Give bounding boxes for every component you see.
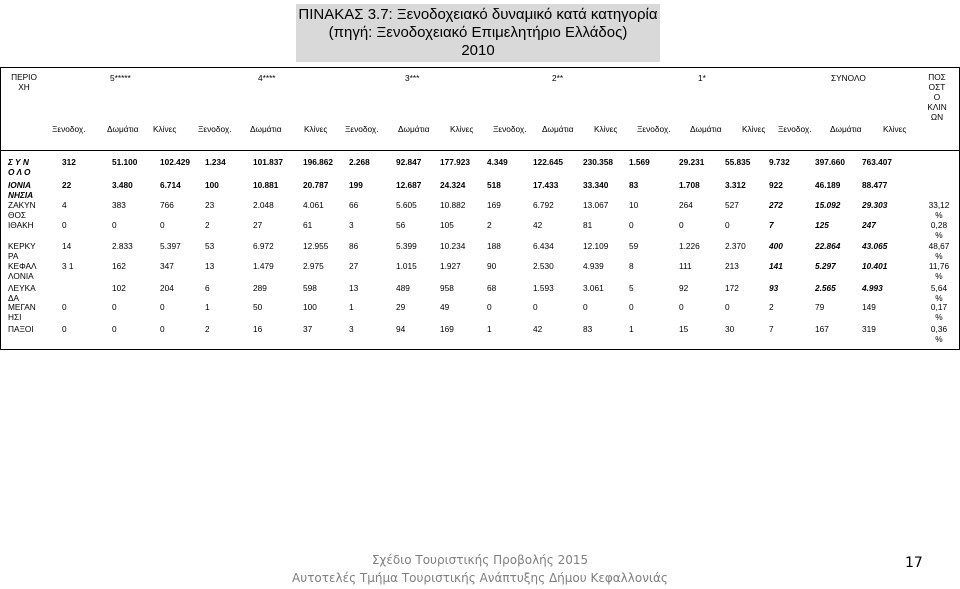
table-cell: 5.399	[396, 241, 417, 251]
table-cell: 4	[62, 200, 67, 210]
title-line-1: ΠΙΝΑΚΑΣ 3.7: Ξενοδοχειακό δυναμικό κατά κατηγορία	[298, 6, 658, 23]
table-cell: 319	[862, 324, 876, 334]
subheader-hotels: Ξενοδοχ.	[345, 124, 379, 134]
subheader-beds: Κλίνες	[883, 124, 907, 134]
table-cell: 49	[440, 302, 450, 312]
table-cell: 172	[725, 283, 739, 293]
table-cell: 1.234	[205, 157, 226, 167]
table-cell: 1.708	[679, 180, 700, 190]
table-cell: 958	[440, 283, 454, 293]
table-cell: 347	[160, 261, 174, 271]
table-cell: 3	[349, 220, 354, 230]
table-cell: 66	[349, 200, 359, 210]
table-cell: 0	[583, 302, 588, 312]
table-cell: 102.429	[160, 157, 190, 167]
percent-cell: 48,67 %	[928, 241, 950, 261]
table-cell: 43.065	[862, 241, 888, 251]
subheader-rooms: Δωμάτια	[107, 124, 139, 134]
table-cell: 149	[862, 302, 876, 312]
table-cell: 10.882	[440, 200, 466, 210]
table-cell: 42	[533, 220, 543, 230]
table-cell: 196.862	[303, 157, 333, 167]
table-cell: 30	[725, 324, 735, 334]
table-cell: 400	[769, 241, 783, 251]
table-cell: 9.732	[769, 157, 790, 167]
table-cell: 0	[629, 220, 634, 230]
subheader-rooms: Δωμάτια	[690, 124, 722, 134]
table-cell: 3.061	[583, 283, 604, 293]
table-cell: 6	[205, 283, 210, 293]
table-cell: 100	[303, 302, 317, 312]
table-cell: 2.048	[253, 200, 274, 210]
table-cell: 3.312	[725, 180, 746, 190]
table-cell: 1.569	[629, 157, 650, 167]
table-cell: 2.530	[533, 261, 554, 271]
table-cell: 2	[205, 324, 210, 334]
subheader-beds: Κλίνες	[153, 124, 177, 134]
table-cell: 0	[160, 324, 165, 334]
region-name: ΙΟΝΙΑ ΝΗΣΙΑ	[8, 180, 34, 200]
region-name: ΜΕΓΑΝ ΗΣΙ	[8, 302, 36, 322]
table-cell: 122.645	[533, 157, 563, 167]
table-cell: 5.605	[396, 200, 417, 210]
table-cell: 2.833	[112, 241, 133, 251]
table-cell: 29	[396, 302, 406, 312]
percent-cell: 11,76 %	[928, 261, 950, 281]
subheader-hotels: Ξενοδοχ.	[52, 124, 86, 134]
category-4-star: 4****	[258, 73, 276, 83]
table-cell: 79	[815, 302, 825, 312]
table-cell: 46.189	[815, 180, 841, 190]
subheader-beds: Κλίνες	[742, 124, 766, 134]
table-cell: 29.303	[862, 200, 888, 210]
table-cell: 0	[112, 220, 117, 230]
table-cell: 0	[160, 220, 165, 230]
region-name: ΛΕΥΚΑ ΔΑ	[8, 283, 36, 303]
category-total: ΣΥΝΟΛΟ	[831, 73, 866, 83]
subheader-beds: Κλίνες	[450, 124, 474, 134]
subheader-hotels: Ξενοδοχ.	[493, 124, 527, 134]
table-cell: 0	[62, 302, 67, 312]
table-cell: 383	[112, 200, 126, 210]
table-cell: 188	[487, 241, 501, 251]
table-cell: 100	[205, 180, 219, 190]
table-cell: 6.792	[533, 200, 554, 210]
percent-cell: 33,12 %	[928, 200, 950, 220]
table-cell: 10.881	[253, 180, 279, 190]
table-cell: 94	[396, 324, 406, 334]
table-cell: 0	[62, 220, 67, 230]
table-cell: 59	[629, 241, 639, 251]
category-2-star: 2**	[552, 73, 564, 83]
table-cell: 169	[487, 200, 501, 210]
table-cell: 6.714	[160, 180, 181, 190]
table-cell: 13	[205, 261, 215, 271]
table-cell: 90	[487, 261, 497, 271]
table-cell: 12.687	[396, 180, 422, 190]
table-cell: 61	[303, 220, 313, 230]
table-cell: 86	[349, 241, 359, 251]
region-name: ΙΘΑΚΗ	[8, 220, 34, 230]
table-cell: 8	[629, 261, 634, 271]
region-name: ΚΕΦΑΛ ΛΟΝΙΑ	[8, 261, 37, 281]
table-cell: 102	[112, 283, 126, 293]
table-cell: 312	[62, 157, 76, 167]
table-cell: 92.847	[396, 157, 422, 167]
table-cell: 10	[629, 200, 639, 210]
table-cell: 83	[583, 324, 593, 334]
table-cell: 55.835	[725, 157, 751, 167]
table-cell: 2	[487, 220, 492, 230]
table-cell: 2.565	[815, 283, 836, 293]
table-cell: 12.955	[303, 241, 329, 251]
table-cell: 204	[160, 283, 174, 293]
table-cell: 111	[679, 261, 692, 271]
table-cell: 50	[253, 302, 263, 312]
footer-line-1: Σχέδιο Τουριστικής Προβολής 2015	[371, 553, 589, 567]
region-name: ΚΕΡΚΥ ΡΑ	[8, 241, 36, 261]
title-line-2: (πηγή: Ξενοδοχειακό Επιμελητήριο Ελλάδος)	[328, 24, 628, 41]
table-cell: 4.939	[583, 261, 604, 271]
table-cell: 0	[725, 220, 730, 230]
category-1-star: 1*	[698, 73, 706, 83]
table-cell: 3 1	[62, 261, 74, 271]
table-cell: 2.370	[725, 241, 746, 251]
table-cell: 42	[533, 324, 543, 334]
table-cell: 272	[769, 200, 783, 210]
table-cell: 177.923	[440, 157, 470, 167]
table-cell: 15.092	[815, 200, 841, 210]
table-cell: 0	[62, 324, 67, 334]
table-cell: 0	[112, 324, 117, 334]
table-cell: 397.660	[815, 157, 845, 167]
table-cell: 5.397	[160, 241, 181, 251]
region-header: ΠΕΡΙΟ ΧΗ	[11, 72, 37, 92]
table-cell: 22	[62, 180, 72, 190]
table-cell: 0	[112, 302, 117, 312]
table-cell: 5	[629, 283, 634, 293]
table-cell: 37	[303, 324, 313, 334]
table-cell: 7	[769, 324, 774, 334]
table-cell: 489	[396, 283, 410, 293]
table-cell: 0	[487, 302, 492, 312]
table-cell: 56	[396, 220, 406, 230]
footer-line-2: Αυτοτελές Τμήμα Τουριστικής Ανάπτυξης Δήμου Κεφαλλονιάς	[292, 571, 668, 585]
table-cell: 199	[349, 180, 363, 190]
table-cell: 1.479	[253, 261, 274, 271]
table-cell: 13.067	[583, 200, 609, 210]
table-cell: 27	[253, 220, 263, 230]
category-3-star: 3***	[405, 73, 420, 83]
table-cell: 1	[349, 302, 354, 312]
table-cell: 3.480	[112, 180, 133, 190]
table-cell: 24.324	[440, 180, 466, 190]
table-cell: 247	[862, 220, 876, 230]
subheader-rooms: Δωμάτια	[398, 124, 430, 134]
table-cell: 83	[629, 180, 639, 190]
table-left-border	[0, 67, 1, 349]
table-cell: 0	[533, 302, 538, 312]
header-bottom-border	[0, 150, 960, 151]
table-cell: 7	[769, 220, 774, 230]
percent-cell: 0,28 %	[930, 220, 948, 240]
table-cell: 2	[205, 220, 210, 230]
table-cell: 53	[205, 241, 215, 251]
table-cell: 0	[725, 302, 730, 312]
table-cell: 763.407	[862, 157, 892, 167]
table-cell: 3	[349, 324, 354, 334]
table-cell: 6.434	[533, 241, 554, 251]
table-cell: 169	[440, 324, 454, 334]
table-cell: 13	[349, 283, 359, 293]
percent-cell: 0,17 %	[930, 302, 948, 322]
table-cell: 289	[253, 283, 267, 293]
table-cell: 922	[769, 180, 783, 190]
table-cell: 2	[769, 302, 774, 312]
table-cell: 93	[769, 283, 779, 293]
table-cell: 0	[160, 302, 165, 312]
subheader-hotels: Ξενοδοχ.	[198, 124, 232, 134]
table-cell: 29.231	[679, 157, 705, 167]
table-cell: 264	[679, 200, 693, 210]
table-cell: 125	[815, 220, 829, 230]
subheader-rooms: Δωμάτια	[542, 124, 574, 134]
table-cell: 766	[160, 200, 174, 210]
table-cell: 10.401	[862, 261, 888, 271]
table-cell: 2.975	[303, 261, 324, 271]
region-name: ΖΑΚΥΝ ΘΟΣ	[8, 200, 36, 220]
table-cell: 15	[679, 324, 689, 334]
subheader-rooms: Δωμάτια	[250, 124, 282, 134]
table-cell: 527	[725, 200, 739, 210]
table-cell: 27	[349, 261, 359, 271]
table-title	[296, 4, 660, 62]
table-bottom-border	[0, 349, 960, 350]
table-cell: 81	[583, 220, 593, 230]
region-name: Σ Υ Ν Ο Λ Ο	[8, 157, 31, 177]
table-cell: 23	[205, 200, 215, 210]
subheader-hotels: Ξενοδοχ.	[637, 124, 671, 134]
table-cell: 1.593	[533, 283, 554, 293]
table-cell: 101.837	[253, 157, 283, 167]
table-cell: 230.358	[583, 157, 613, 167]
percent-cell: 0,36 %	[930, 324, 948, 344]
table-cell: 1	[205, 302, 210, 312]
table-cell: 1	[487, 324, 492, 334]
table-cell: 105	[440, 220, 454, 230]
table-cell: 0	[679, 220, 684, 230]
subheader-rooms: Δωμάτια	[830, 124, 862, 134]
table-cell: 6.972	[253, 241, 274, 251]
table-cell: 1.226	[679, 241, 700, 251]
percent-header: ΠΟΣ ΟΣΤ Ο ΚΛΙΝ ΩΝ	[927, 72, 947, 122]
table-cell: 16	[253, 324, 263, 334]
table-cell: 5.297	[815, 261, 836, 271]
region-name: ΠΑΞΟΙ	[8, 324, 34, 334]
table-cell: 51.100	[112, 157, 138, 167]
page-number: 17	[905, 555, 923, 571]
table-cell: 0	[679, 302, 684, 312]
table-cell: 92	[679, 283, 689, 293]
table-cell: 68	[487, 283, 497, 293]
table-cell: 33.340	[583, 180, 609, 190]
subheader-beds: Κλίνες	[304, 124, 328, 134]
subheader-beds: Κλίνες	[594, 124, 618, 134]
table-cell: 4.061	[303, 200, 324, 210]
table-cell: 14	[62, 241, 72, 251]
table-top-border	[0, 67, 960, 68]
table-cell: 17.433	[533, 180, 559, 190]
table-cell: 0	[629, 302, 634, 312]
table-cell: 2.268	[349, 157, 370, 167]
table-cell: 4.993	[862, 283, 883, 293]
subheader-hotels: Ξενοδοχ.	[778, 124, 812, 134]
table-cell: 22.864	[815, 241, 841, 251]
table-cell: 1	[629, 324, 634, 334]
table-cell: 12.109	[583, 241, 609, 251]
table-cell: 20.787	[303, 180, 329, 190]
table-cell: 518	[487, 180, 501, 190]
table-cell: 4.349	[487, 157, 508, 167]
table-cell: 1.927	[440, 261, 461, 271]
percent-cell: 5,64 %	[930, 283, 948, 303]
table-cell: 1.015	[396, 261, 417, 271]
table-cell: 167	[815, 324, 829, 334]
table-cell: 141	[769, 261, 783, 271]
table-cell: 10.234	[440, 241, 466, 251]
table-cell: 88.477	[862, 180, 888, 190]
table-cell: 213	[725, 261, 739, 271]
category-5-star: 5*****	[110, 73, 131, 83]
table-cell: 598	[303, 283, 317, 293]
table-cell: 162	[112, 261, 126, 271]
title-line-3: 2010	[461, 42, 495, 59]
